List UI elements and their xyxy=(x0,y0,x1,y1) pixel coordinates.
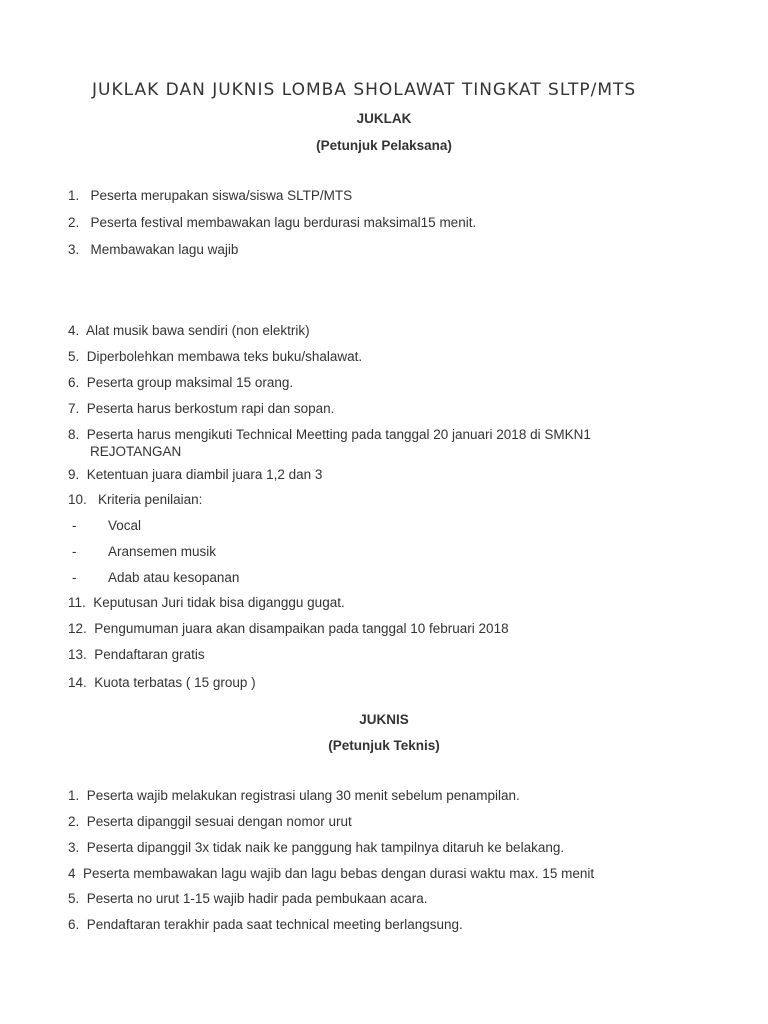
item-number: 13. xyxy=(68,647,87,662)
item-text: Alat musik bawa sendiri (non elektrik) xyxy=(86,323,310,338)
item-text: Pendaftaran terakhir pada saat technical meeting berlangsung. xyxy=(86,917,463,932)
item-text: Pendaftaran gratis xyxy=(94,647,205,662)
item-number: 5. xyxy=(68,891,80,906)
juklak-subheading: (Petunjuk Pelaksana) xyxy=(316,138,452,153)
item-text: Peserta harus mengikuti Technical Meetting pada tanggal 20 januari 2018 di SMKN1 xyxy=(86,427,591,442)
item-number: 2. xyxy=(68,215,80,230)
list-item xyxy=(68,241,678,258)
item-text: Peserta membawakan lagu wajib dan lagu bebas dengan durasi waktu max. 15 menit xyxy=(83,866,595,881)
list-item xyxy=(68,916,678,933)
list-item xyxy=(68,187,678,204)
list-item xyxy=(68,491,678,508)
document-title: JUKLAK DAN JUKNIS LOMBA SHOLAWAT TINGKAT SLTP/MTS xyxy=(92,80,637,100)
list-item xyxy=(68,594,678,611)
item-text: Ketentuan juara diambil juara 1,2 dan 3 xyxy=(86,467,323,482)
item-number: 4. xyxy=(68,323,80,338)
list-item xyxy=(68,865,678,882)
list-item xyxy=(68,374,678,391)
item-number: 5. xyxy=(68,349,80,364)
list-item xyxy=(68,839,678,856)
item-number: 3. xyxy=(68,840,80,855)
criteria-text: Adab atau kesopanan xyxy=(108,570,240,585)
item-text: Peserta festival membawakan lagu berdurasi maksimal15 menit. xyxy=(90,215,477,230)
list-item xyxy=(68,400,678,417)
item-text: Peserta harus berkostum rapi dan sopan. xyxy=(86,401,335,416)
list-item xyxy=(68,322,678,339)
item-number: 3. xyxy=(68,242,80,257)
item-text: Peserta dipanggil 3x tidak naik ke panggung hak tampilnya ditaruh ke belakang. xyxy=(86,840,565,855)
item-text: Kriteria penilaian: xyxy=(98,492,203,507)
item-number: 10. xyxy=(68,492,87,507)
item-text: Diperbolehkan membawa teks buku/shalawat. xyxy=(86,349,363,364)
criteria-text: Vocal xyxy=(108,518,142,533)
item-text: Keputusan Juri tidak bisa diganggu gugat. xyxy=(93,595,345,610)
list-item xyxy=(68,466,678,483)
item-text-continued: REJOTANGAN xyxy=(90,444,182,459)
dash-bullet: - xyxy=(72,544,77,559)
list-item xyxy=(68,674,678,691)
item-text: Peserta wajib melakukan registrasi ulang 30 menit sebelum penampilan. xyxy=(86,788,520,803)
list-item xyxy=(68,890,678,907)
dash-bullet: - xyxy=(72,570,77,585)
item-number: 2. xyxy=(68,814,80,829)
list-item xyxy=(68,646,678,663)
item-number: 7. xyxy=(68,401,80,416)
list-item xyxy=(68,620,678,637)
item-number: 6. xyxy=(68,375,80,390)
item-number: 1. xyxy=(68,788,80,803)
item-number: 6. xyxy=(68,917,80,932)
item-number: 1. xyxy=(68,188,80,203)
list-item xyxy=(68,348,678,365)
item-number: 12. xyxy=(68,621,87,636)
juklak-heading: JUKLAK xyxy=(356,111,412,126)
item-text: Pengumuman juara akan disampaikan pada tanggal 10 februari 2018 xyxy=(94,621,509,636)
item-text: Membawakan lagu wajib xyxy=(90,242,239,257)
juknis-heading: JUKNIS xyxy=(359,712,409,727)
item-text: Peserta dipanggil sesuai dengan nomor urut xyxy=(86,814,352,829)
item-text: Peserta no urut 1-15 wajib hadir pada pembukaan acara. xyxy=(86,891,428,906)
dash-bullet: - xyxy=(72,518,77,533)
list-item xyxy=(68,426,678,460)
item-text: Kuota terbatas ( 15 group ) xyxy=(94,675,256,690)
list-item xyxy=(68,787,678,804)
list-item xyxy=(68,813,678,830)
item-number: 9. xyxy=(68,467,80,482)
item-text: Peserta merupakan siswa/siswa SLTP/MTS xyxy=(90,188,353,203)
item-number: 4 xyxy=(68,866,76,881)
item-number: 11. xyxy=(68,595,86,610)
criteria-text: Aransemen musik xyxy=(108,544,217,559)
item-number: 14. xyxy=(68,675,87,690)
list-item xyxy=(68,214,678,231)
item-text: Peserta group maksimal 15 orang. xyxy=(86,375,294,390)
juknis-subheading: (Petunjuk Teknis) xyxy=(328,738,440,753)
item-number: 8. xyxy=(68,427,80,442)
